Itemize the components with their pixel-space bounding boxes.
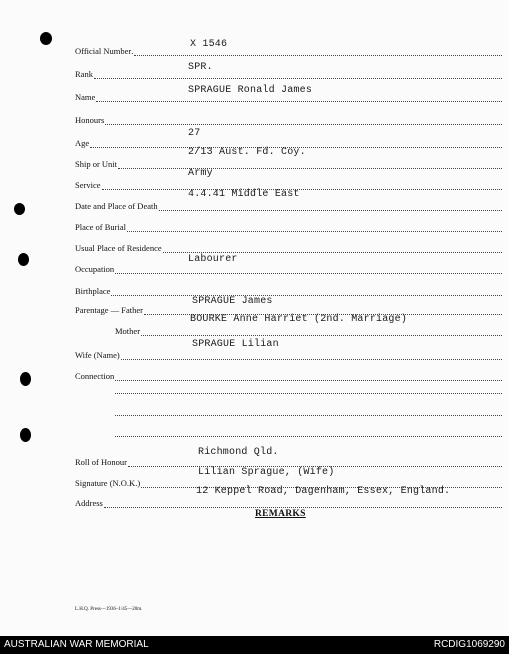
punch-hole xyxy=(20,428,31,442)
roll-of-honour-value: Richmond Qld. xyxy=(198,447,279,458)
age-label: Age xyxy=(75,138,90,148)
residence-row xyxy=(75,239,502,253)
death-value: 4.4.41 Middle East xyxy=(188,189,300,200)
ship-unit-label: Ship or Unit xyxy=(75,159,118,169)
archive-footer-bar xyxy=(0,636,509,654)
death-label: Date and Place of Death xyxy=(75,201,158,211)
father-label: Parentage — Father xyxy=(75,305,143,315)
mother-value: BOURKE Anne Harriet (2nd. Marriage) xyxy=(190,314,408,325)
signature-label: Signature (N.O.K.) xyxy=(75,478,141,488)
service-row xyxy=(75,176,502,190)
archive-name: AUSTRALIAN WAR MEMORIAL xyxy=(4,639,149,650)
burial-row xyxy=(75,218,502,232)
name-value: SPRAGUE Ronald James xyxy=(188,85,313,96)
address-value: 12 Keppel Road, Dagenham, Essex, England. xyxy=(196,486,451,497)
connection-line xyxy=(115,436,502,437)
mother-label: Mother xyxy=(115,326,141,336)
honours-label: Honours xyxy=(75,115,105,125)
printer-note: L.H.Q. Press—1936–1/45—20m. xyxy=(75,607,143,612)
wife-value: SPRAGUE Lilian xyxy=(192,339,279,350)
father-value: SPRAGUE James xyxy=(192,296,273,307)
service-value: Army xyxy=(188,168,213,179)
connection-line xyxy=(115,393,502,394)
birthplace-label: Birthplace xyxy=(75,286,111,296)
residence-label: Usual Place of Residence xyxy=(75,243,162,253)
connection-line xyxy=(115,415,502,416)
punch-hole xyxy=(20,372,31,386)
rank-label: Rank xyxy=(75,69,93,79)
official-number-value: X 1546 xyxy=(190,39,228,50)
occupation-value: Labourer xyxy=(188,254,238,265)
burial-label: Place of Burial xyxy=(75,222,126,232)
connection-row xyxy=(75,367,502,381)
signature-value: Lilian Sprague, (Wife) xyxy=(198,467,335,478)
remarks-heading: REMARKS xyxy=(255,509,306,519)
connection-label: Connection xyxy=(75,371,115,381)
age-value: 27 xyxy=(188,128,201,139)
punch-hole xyxy=(40,32,52,45)
birthplace-row xyxy=(75,282,502,296)
roll-of-honour-row xyxy=(75,453,502,467)
father-row xyxy=(75,301,502,315)
service-label: Service xyxy=(75,180,101,190)
wife-row xyxy=(75,346,502,360)
address-label: Address xyxy=(75,498,103,508)
ship-unit-value: 2/13 Aust. Fd. Coy. xyxy=(188,147,306,158)
rank-row xyxy=(75,65,502,79)
punch-hole xyxy=(18,253,29,266)
occupation-row xyxy=(75,260,502,274)
wife-label: Wife (Name) xyxy=(75,350,120,360)
punch-hole xyxy=(14,203,25,215)
rank-value: SPR. xyxy=(188,62,213,73)
occupation-label: Occupation xyxy=(75,264,115,274)
honours-row xyxy=(75,111,502,125)
age-row xyxy=(75,134,502,148)
official-number-row: Official Number . xyxy=(75,42,502,56)
name-label: Name xyxy=(75,92,96,102)
roll-of-honour-label: Roll of Honour xyxy=(75,457,127,467)
official-number-label: Official Number xyxy=(75,46,132,56)
record-id: RCDIG1069290 xyxy=(433,639,505,650)
